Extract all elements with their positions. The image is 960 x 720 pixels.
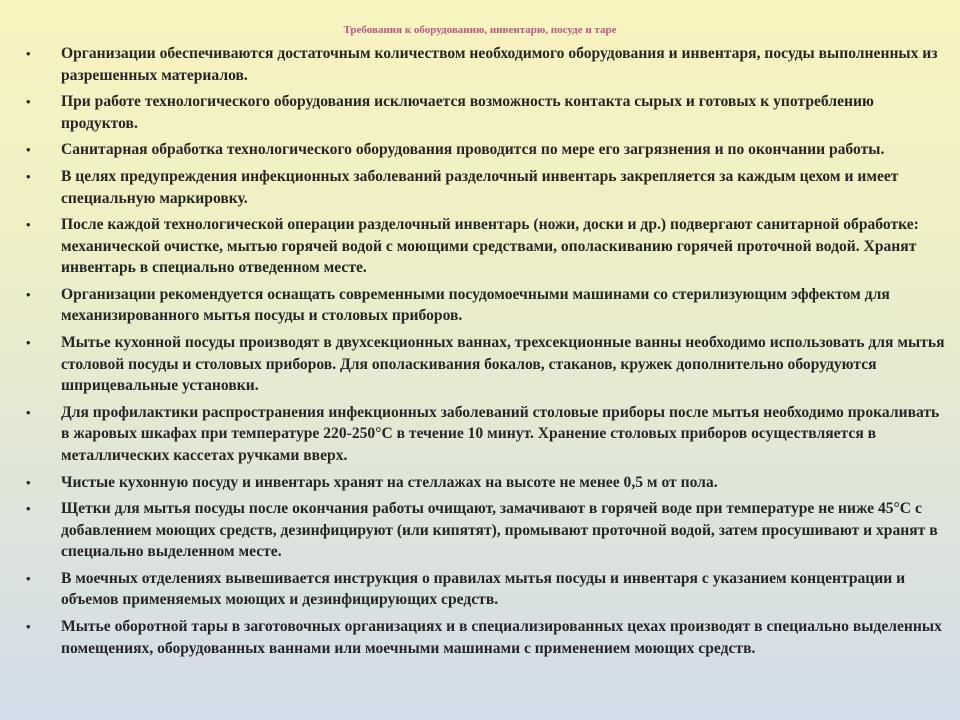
list-item <box>26 472 948 494</box>
bullet-icon: • <box>26 474 31 490</box>
list-item-text: В моечных отделениях вывешивается инструкция о правилах мытья посуды и инвентаря с указанием концентрации и объемов применяемых моющих и дезинфицирующих средств. <box>61 569 906 609</box>
list-item <box>26 284 948 327</box>
bullet-icon: • <box>26 286 31 302</box>
bullet-icon: • <box>26 404 31 420</box>
bullet-icon: • <box>26 570 31 586</box>
bullet-icon: • <box>26 142 31 158</box>
list-item-text: Санитарная обработка технологического оборудования проводится по мере его загрязнения и по окончании работы. <box>61 141 885 159</box>
list-item-text: Организации обеспечиваются достаточным количеством необходимого оборудования и инвентаря, посуды выполненных из разрешенных материалов. <box>61 45 938 84</box>
bullet-icon: • <box>26 501 31 517</box>
bullet-icon: • <box>26 169 31 185</box>
list-item <box>26 166 948 209</box>
bullet-icon: • <box>26 217 31 233</box>
list-item-text: При работе технологического оборудования исключается возможность контакта сырых и готовых к употреблению продуктов. <box>61 93 874 132</box>
bullet-list <box>26 43 948 664</box>
list-item <box>26 498 948 563</box>
list-item <box>26 402 948 467</box>
list-item-text: Мытье оборотной тары в заготовочных организациях и в специализированных цехах производят в специально выделенных помещениях, оборудованных ваннами или моечными машинами с применением моющих средств. <box>61 618 942 657</box>
list-item-text: Щетки для мытья посуды после окончания работы очищают, замачивают в горячей воде при температуре не ниже 45°С с добавлением моющих средств, дезинфицируют (или кипятят), промывают проточной водой, затем просушивают и хранят в специально выделенном месте. <box>61 500 938 561</box>
list-item <box>26 568 948 611</box>
list-item-text: Организации рекомендуется оснащать современными посудомоечными машинами со стерилизующим эффектом для механизированного мытья посуды и столовых приборов. <box>61 285 890 325</box>
list-item <box>26 91 948 134</box>
list-item-text: Мытье кухонной посуды производят в двухсекционных ваннах, трехсекционные ванны необходимо использовать для мытья столовой посуды и столовых приборов. Для ополаскивания бокалов, стаканов, кружек дополнительно оборудуются шприцевальные установки. <box>61 334 945 395</box>
bullet-icon: • <box>26 619 31 635</box>
bullet-icon: • <box>26 335 31 351</box>
list-item <box>26 139 948 161</box>
list-item <box>26 616 948 659</box>
slide-title: Требования к оборудованию, инвентарю, посуде и таре <box>343 24 617 36</box>
list-item-text: После каждой технологической операции разделочный инвентарь (ножи, доски и др.) подвергают санитарной обработке: механической очистке, мытью горячей водой с моющими средствами, ополаскиванию горячей проточной водой. Хранят инвентарь в специально отведенном месте. <box>61 216 919 277</box>
list-item-text: Чистые кухонную посуду и инвентарь хранят на стеллажах на высоте не менее 0,5 м от пола. <box>61 473 718 491</box>
list-item <box>26 332 948 397</box>
list-item-text: В целях предупреждения инфекционных заболеваний разделочный инвентарь закрепляется за каждым цехом и имеет специальную маркировку. <box>61 168 899 207</box>
bullet-icon: • <box>26 46 31 61</box>
list-item <box>26 43 948 86</box>
list-item <box>26 214 948 279</box>
bullet-icon: • <box>26 94 31 110</box>
list-item-text: Для профилактики распространения инфекционных заболеваний столовые приборы после мытья необходимо прокаливать в жаровых шкафах при температуре 220-250°С в течение 10 минут. Хранение столовых приборов осуществляется в металлических кассетах ручками вверх. <box>61 403 940 464</box>
